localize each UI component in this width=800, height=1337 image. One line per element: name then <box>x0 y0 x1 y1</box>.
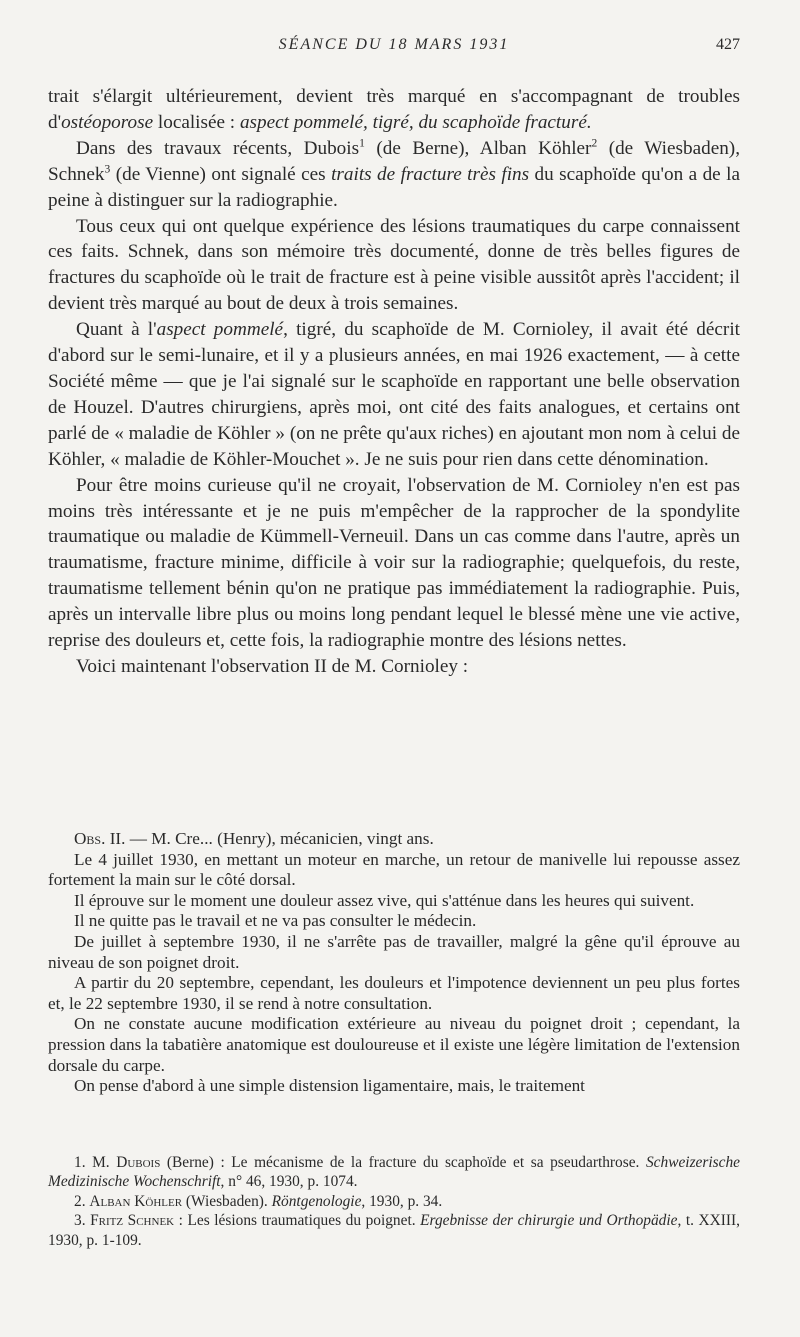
paragraph-2 <box>48 136 740 214</box>
p4-emphasis: aspect pommelé <box>156 319 284 341</box>
p1-emphasis-1: ostéoporose <box>61 111 154 133</box>
paragraph-5: Pour être moins curieuse qu'il ne croyait, l'observation de M. Cornioley n'en est pas moins très intéressante et je ne puis m'empêcher de la rapprocher de la spondylite traumatique ou maladie de Kümmell-Verneuil. Dans un cas comme dans l'autre, après un traumatisme, fracture minime, difficile à voir sur la radiographie; quelquefois, du reste, traumatisme tellement bénin qu'on ne pratique pas immédiatement la radiographie. Puis, après un intervalle libre plus ou moins long pendant lequel le blessé mène une vie active, reprise des douleurs et, cette fois, la radiographie montre des lésions nettes. <box>48 474 740 652</box>
observation-paragraph-7: On ne constate aucune modification extérieure au niveau du poignet droit ; cependant, la pression dans la tabatière anatomique est douloureuse et il existe une légère limitation de l'extension dorsale du carpe. <box>48 1014 740 1075</box>
footnote-2-journal: Röntgenologie <box>271 1192 362 1210</box>
footnotes <box>48 1153 740 1250</box>
page-header <box>48 36 740 60</box>
footnote-1-author: Dubois <box>116 1154 161 1171</box>
footnote-2-title: (Wiesbaden). <box>182 1192 272 1210</box>
footnote-1-title: (Berne) : Le mécanisme de la fracture du scaphoïde et sa pseudarthrose. <box>160 1154 646 1171</box>
footnote-3 <box>48 1211 740 1250</box>
footnote-2-ref: , 1930, p. 34. <box>361 1192 443 1210</box>
p2-text-d: (de Vienne) ont signalé ces <box>110 163 332 185</box>
observation-heading <box>48 829 740 850</box>
p2-text-c: (de Wiesbaden), Schnek <box>48 137 740 185</box>
p4-text-a: Quant à l' <box>76 319 157 341</box>
p2-text-b: (de Berne), Alban Köhler <box>364 137 592 159</box>
p2-text-a: Dans des travaux récents, Dubois <box>76 137 360 159</box>
p1-emphasis-2: aspect pommelé, tigré, du scaphoïde fracturé. <box>239 111 592 133</box>
running-title: SÉANCE DU 18 MARS 1931 <box>278 36 510 53</box>
paragraph-3: Tous ceux qui ont quelque expérience des lésions traumatiques du carpe connaissent ces faits. Schnek, dans son mémoire très documenté, donne de très belles figures de fractures du scaphoïde où le trait de fracture est à peine visible aussitôt après l'accident; il devient très marqué au bout de deux à trois semaines. <box>48 215 740 315</box>
observation-paragraph-4: Il ne quitte pas le travail et ne va pas consulter le médecin. <box>74 911 477 931</box>
footnote-3-ref: , t. XXIII, 1930, p. 1-109. <box>48 1212 740 1249</box>
observation-label: Obs. <box>74 829 106 848</box>
main-text <box>48 84 740 680</box>
footnote-3-title: : Les lésions traumatiques du poignet. <box>174 1212 421 1230</box>
observation-paragraph-3: Il éprouve sur le moment une douleur assez vive, qui s'atténue dans les heures qui suivent. <box>74 890 695 910</box>
footnote-3-author: Fritz Schnek <box>90 1212 175 1230</box>
paragraph-4 <box>48 317 740 472</box>
observation-block <box>48 829 740 1097</box>
footnote-3-number: 3. <box>74 1212 91 1230</box>
p4-text-b: , tigré, du scaphoïde de M. Cornioley, il avait été décrit d'abord sur le semi-lunaire, et il y a plusieurs années, en mai 1926 exactement, — à cette Société même — que je l'ai signalé sur le scaphoïde en rapportant une belle observation de Houzel. D'autres chirurgiens, après moi, ont cité des faits analogues, et certains ont parlé de « maladie de Köhler » (on ne prête qu'aux riches) en ajoutant mon nom à celui de Köhler, « maladie de Köhler-Mouchet ». Je ne suis pour rien dans cette dénomination. <box>48 319 740 470</box>
footnote-1 <box>48 1153 740 1192</box>
observation-paragraph-2: Le 4 juillet 1930, en mettant un moteur en marche, un retour de manivelle lui repousse assez fortement la main sur le côté dorsal. <box>48 849 740 890</box>
observation-heading-text: II. — M. Cre... (Henry), mécanicien, vingt ans. <box>105 829 434 848</box>
footnote-2-number: 2. <box>74 1192 90 1210</box>
observation-paragraph-6: A partir du 20 septembre, cependant, les douleurs et l'impotence deviennent un peu plus fortes et, le 22 septembre 1930, il se rend à notre consultation. <box>48 973 740 1013</box>
paragraph-1 <box>48 84 740 136</box>
observation-paragraph-8: On pense d'abord à une simple distension ligamentaire, mais, le traitement <box>74 1076 585 1096</box>
p1-text-b: localisée : <box>153 111 240 133</box>
footnote-ref-3[interactable]: 3 <box>104 163 111 176</box>
footnote-1-number: 1. M. <box>74 1154 117 1171</box>
footnote-1-journal: Schweizerische Medizinische Wochenschrift <box>48 1154 740 1191</box>
footnote-ref-1[interactable]: 1 <box>359 137 365 150</box>
p2-emphasis: traits de fracture très fins <box>331 163 530 185</box>
p2-text-e: du scaphoïde qu'on a de la peine à distinguer sur la radiographie. <box>48 163 740 211</box>
observation-paragraph-5: De juillet à septembre 1930, il ne s'arrête pas de travailler, malgré la gêne qu'il éprouve au niveau de son poignet droit. <box>48 931 740 972</box>
p1-text-a: trait s'élargit ultérieurement, devient très marqué en s'accompagnant de troubles d' <box>48 86 740 133</box>
footnote-2-author: Alban Köhler <box>89 1192 183 1210</box>
footnote-2 <box>48 1192 740 1211</box>
footnote-ref-2[interactable]: 2 <box>591 137 598 150</box>
paragraph-6: Voici maintenant l'observation II de M. Cornioley : <box>76 655 469 677</box>
page-number: 427 <box>716 36 740 53</box>
footnote-1-ref: , n° 46, 1930, p. 1074. <box>220 1173 358 1191</box>
footnote-3-journal: Ergebnisse der chirurgie und Orthopädie <box>420 1212 678 1230</box>
